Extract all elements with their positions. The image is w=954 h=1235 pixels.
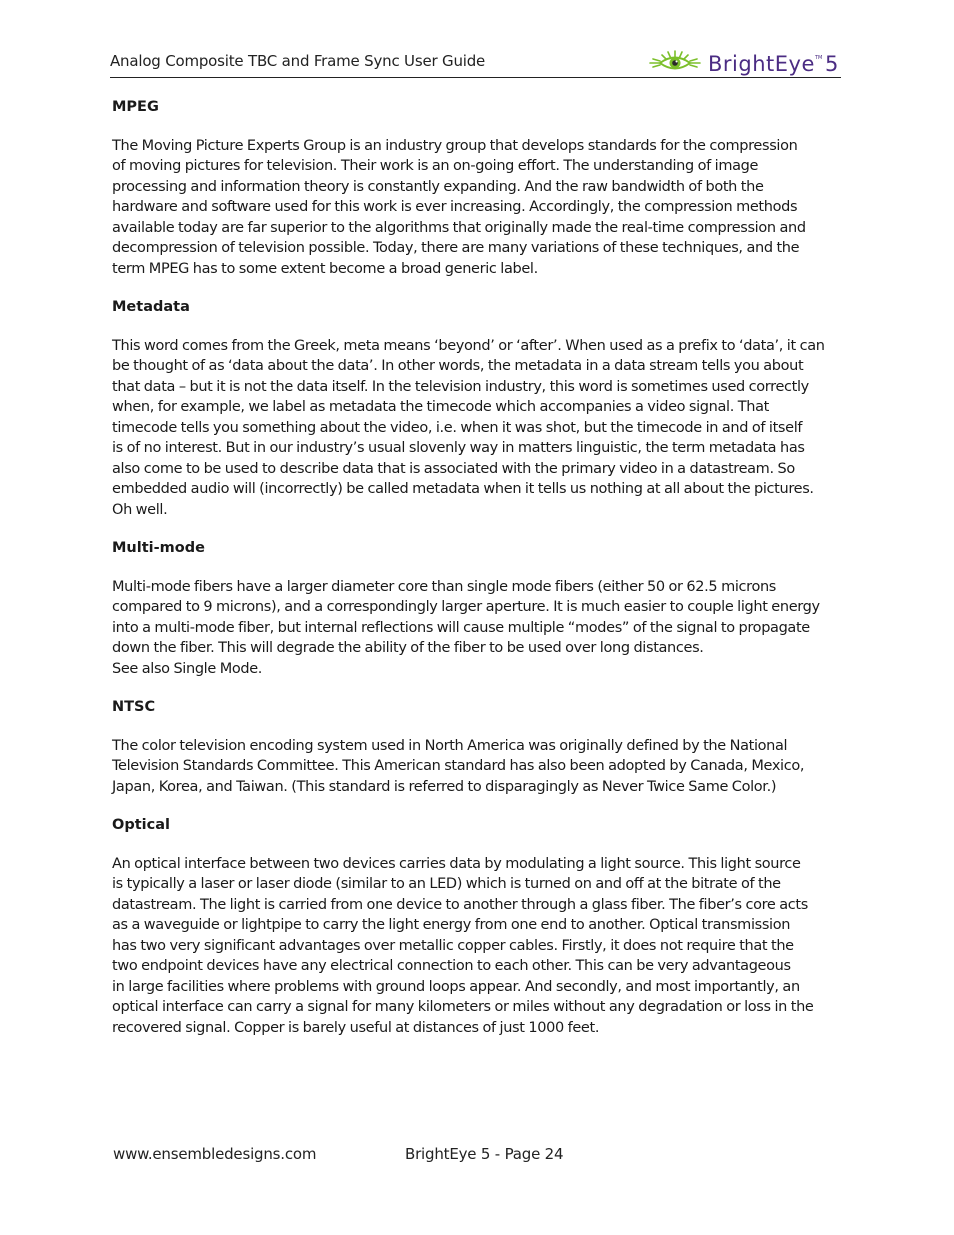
entry-body: This word comes from the Greek, meta means ‘beyond’ or ‘after’. When used as a prefix to ‘data’, it can be thought of as ‘data about the data’. In other words, the metadata in a data stream tells you about that data – but it is not the data itself. In the television industry, this word is sometimes used correctly when, for example, we label as metadata the timecode which accompanies a video signal. That timecode tells you something about the video, i.e. when it was shot, but the timecode in and of itself is of no interest. But in our industry’s usual slovenly way in matters linguistic, the term metadata has also come to be used to describe data that is associated with the primary video in a datastream. So embedded audio will (incorrectly) be called metadata when it tells us nothing at all about the pictures. Oh well.: [112, 337, 825, 518]
glossary-entry-multi-mode: [112, 538, 842, 679]
entry-title: MPEG: [112, 99, 159, 115]
glossary-entry-metadata: [112, 297, 842, 520]
footer-website: www.ensembledesigns.com: [113, 1145, 317, 1163]
entry-title: Metadata: [112, 299, 190, 315]
glossary-content: [112, 97, 842, 1038]
brighteye-logo: [646, 46, 841, 76]
entry-title: Optical: [112, 817, 170, 833]
logo-number: 5: [825, 52, 839, 76]
eye-highlight: [676, 61, 678, 63]
glossary-entry-ntsc: [112, 697, 842, 797]
glossary-entry-mpeg: [112, 97, 842, 279]
logo-trademark: TM: [815, 55, 823, 61]
document-title: Analog Composite TBC and Frame Sync User Guide: [110, 52, 486, 70]
logo-wordmark: BrightEye: [708, 52, 815, 76]
entry-body: Multi-mode fibers have a larger diameter core than single mode fibers (either 50 or 62.5 microns compared to 9 microns), and a correspondingly larger aperture. It is much easier to couple light energy into a multi-mode fiber, but internal reflections will cause multiple “modes” of the signal to propagate down the fiber. This will degrade the ability of the fiber to be used over long distances. See also Single Mode.: [112, 578, 820, 677]
page-header: [110, 46, 841, 78]
eye-logo-icon: [646, 46, 841, 76]
entry-body: An optical interface between two devices carries data by modulating a light source. This light source is typically a laser or laser diode (similar to an LED) which is turned on and off at the bitrate of the datastream. The light is carried from one device to another through a glass fiber. The fiber’s core acts as a waveguide or lightpipe to carry the light energy from one end to another. Optical transmission has two very significant advantages over metallic copper cables. Firstly, it does not require that the two endpoint devices have any electrical connection to each other. This can be very advantageous in large facilities where problems with ground loops appear. And secondly, and most importantly, an optical interface can carry a signal for many kilometers or miles without any degradation or loss in the recovered signal. Copper is barely useful at distances of just 1000 feet.: [112, 855, 814, 1036]
entry-body: The color television encoding system used in North America was originally defined by the National Television Standards Committee. This American standard has also been adopted by Canada, Mexico, Japan, Korea, and Taiwan. (This standard is referred to disparagingly as Never Twice Same Color.): [112, 737, 805, 795]
entry-body: The Moving Picture Experts Group is an industry group that develops standards for the compression of moving pictures for television. Their work is an on-going effort. The understanding of image processing and information theory is constantly expanding. And the raw bandwidth of both the hardware and software used for this work is ever increasing. Accordingly, the compression methods available today are far superior to the algorithms that originally made the real-time compression and decompression of television possible. Today, there are many variations of these techniques, and the term MPEG has to some extent become a broad generic label.: [112, 137, 806, 277]
entry-title: NTSC: [112, 699, 156, 715]
footer-page-number: BrightEye 5 - Page 24: [405, 1145, 564, 1163]
glossary-entry-optical: [112, 815, 842, 1038]
entry-title: Multi-mode: [112, 540, 205, 556]
